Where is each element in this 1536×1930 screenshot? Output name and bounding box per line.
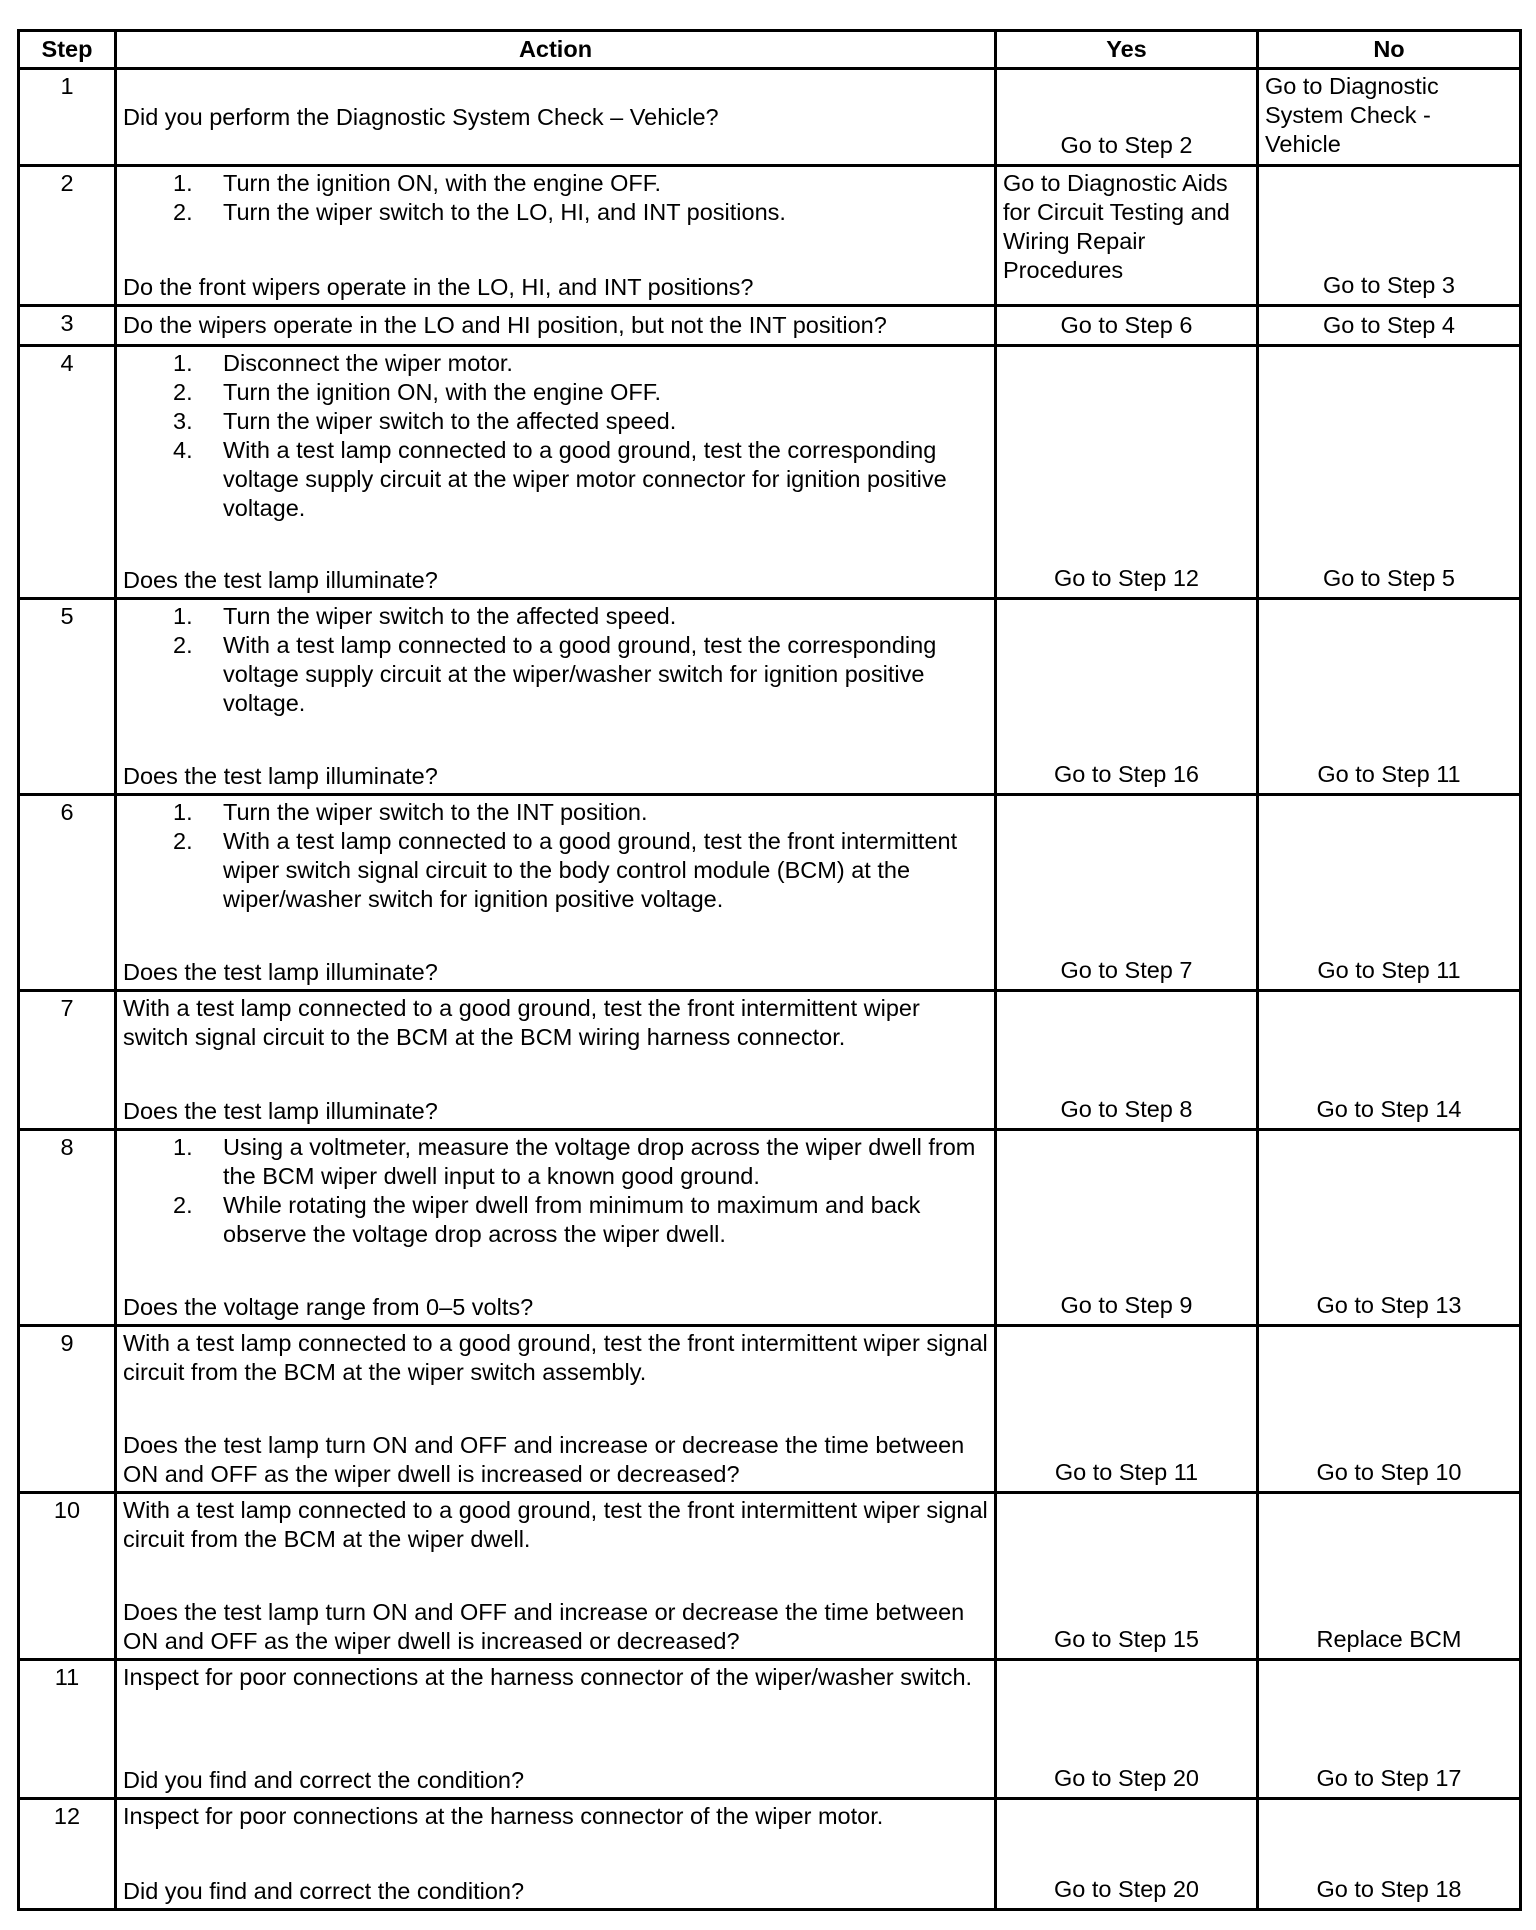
action-question: Do the wipers operate in the LO and HI position, but not the INT position?	[123, 312, 887, 338]
step-number: 9	[19, 1326, 116, 1493]
step-number: 3	[19, 306, 116, 346]
no-cell: Go to Step 5	[1258, 346, 1521, 599]
yes-cell: Go to Step 20	[996, 1660, 1258, 1799]
yes-cell: Go to Diagnostic Aids for Circuit Testing and Wiring Repair Procedures	[996, 166, 1258, 306]
table-row	[19, 346, 1521, 599]
action-cell	[116, 991, 996, 1130]
action-instruction: With a test lamp connected to a good ground, test the front intermittent wiper signal circuit from the BCM at the wiper dwell.	[123, 1497, 988, 1552]
action-question: Does the test lamp illuminate?	[123, 1098, 438, 1124]
action-question: Does the test lamp turn ON and OFF and increase or decrease the time between ON and OFF as the wiper dwell is increased or decreased?	[123, 1432, 965, 1487]
yes-cell: Go to Step 2	[996, 69, 1258, 166]
action-question: Did you find and correct the condition?	[123, 1878, 525, 1904]
action-cell	[116, 599, 996, 795]
action-step-item: Turn the wiper switch to the affected speed.	[223, 408, 677, 434]
header-step: Step	[19, 31, 116, 69]
header-row	[19, 31, 1521, 69]
step-number: 5	[19, 599, 116, 795]
table-row	[19, 1326, 1521, 1493]
no-cell: Go to Step 17	[1258, 1660, 1521, 1799]
yes-cell: Go to Step 9	[996, 1130, 1258, 1326]
table-row	[19, 166, 1521, 306]
action-cell	[116, 1130, 996, 1326]
no-cell: Go to Step 10	[1258, 1326, 1521, 1493]
no-cell: Go to Step 11	[1258, 795, 1521, 991]
action-question: Does the test lamp illuminate?	[123, 763, 438, 789]
action-instruction: With a test lamp connected to a good ground, test the front intermittent wiper switch signal circuit to the BCM at the BCM wiring harness connector.	[123, 995, 920, 1050]
action-step-item: Using a voltmeter, measure the voltage drop across the wiper dwell from the BCM wiper dwell input to a known good ground.	[223, 1134, 976, 1189]
action-instruction: With a test lamp connected to a good ground, test the front intermittent wiper signal circuit from the BCM at the wiper switch assembly.	[123, 1330, 988, 1385]
no-cell: Go to Step 18	[1258, 1799, 1521, 1910]
yes-cell: Go to Step 16	[996, 599, 1258, 795]
table-row	[19, 306, 1521, 346]
action-cell	[116, 346, 996, 599]
table-body	[19, 69, 1521, 1910]
action-instruction: Inspect for poor connections at the harness connector of the wiper motor.	[123, 1803, 884, 1829]
action-step-item: Disconnect the wiper motor.	[223, 350, 513, 376]
step-number: 11	[19, 1660, 116, 1799]
action-cell	[116, 1799, 996, 1910]
diagnostic-table	[17, 29, 1522, 1911]
action-question: Does the test lamp illuminate?	[123, 567, 438, 593]
yes-cell: Go to Step 8	[996, 991, 1258, 1130]
action-step-item: With a test lamp connected to a good ground, test the corresponding voltage supply circuit at the wiper/washer switch for ignition positive voltage.	[223, 632, 937, 716]
action-question: Does the test lamp turn ON and OFF and increase or decrease the time between ON and OFF as the wiper dwell is increased or decreased?	[123, 1599, 965, 1654]
action-step-list	[123, 1133, 988, 1249]
yes-cell: Go to Step 11	[996, 1326, 1258, 1493]
no-cell: Go to Diagnostic System Check - Vehicle	[1258, 69, 1521, 166]
yes-cell: Go to Step 20	[996, 1799, 1258, 1910]
step-number: 8	[19, 1130, 116, 1326]
action-step-item: With a test lamp connected to a good ground, test the corresponding voltage supply circuit at the wiper motor connector for ignition positive voltage.	[223, 437, 947, 521]
table-row	[19, 1493, 1521, 1660]
step-number: 10	[19, 1493, 116, 1660]
action-cell	[116, 166, 996, 306]
action-step-list	[123, 169, 988, 227]
action-cell	[116, 69, 996, 166]
action-step-item: Turn the wiper switch to the affected speed.	[223, 603, 677, 629]
header-no: No	[1258, 31, 1521, 69]
table-row	[19, 795, 1521, 991]
table-row	[19, 599, 1521, 795]
action-question: Did you find and correct the condition?	[123, 1767, 525, 1793]
action-cell	[116, 795, 996, 991]
action-cell	[116, 1493, 996, 1660]
action-question: Does the test lamp illuminate?	[123, 959, 438, 985]
action-step-item: While rotating the wiper dwell from minimum to maximum and back observe the voltage drop across the wiper dwell.	[223, 1192, 921, 1247]
step-number: 6	[19, 795, 116, 991]
action-question: Did you perform the Diagnostic System Check – Vehicle?	[123, 103, 719, 130]
action-step-item: Turn the wiper switch to the LO, HI, and INT positions.	[223, 199, 786, 225]
action-question: Does the voltage range from 0–5 volts?	[123, 1294, 534, 1320]
action-step-list	[123, 798, 988, 914]
action-question: Do the front wipers operate in the LO, HI, and INT positions?	[123, 274, 754, 300]
table-row	[19, 1660, 1521, 1799]
action-step-list	[123, 349, 988, 523]
yes-cell: Go to Step 7	[996, 795, 1258, 991]
table-row	[19, 991, 1521, 1130]
no-cell: Replace BCM	[1258, 1493, 1521, 1660]
yes-cell: Go to Step 15	[996, 1493, 1258, 1660]
yes-cell: Go to Step 12	[996, 346, 1258, 599]
no-cell: Go to Step 13	[1258, 1130, 1521, 1326]
table-row	[19, 69, 1521, 166]
no-cell: Go to Step 14	[1258, 991, 1521, 1130]
no-cell: Go to Step 3	[1258, 166, 1521, 306]
step-number: 7	[19, 991, 116, 1130]
step-number: 12	[19, 1799, 116, 1910]
no-cell: Go to Step 11	[1258, 599, 1521, 795]
action-step-item: Turn the wiper switch to the INT position.	[223, 799, 648, 825]
action-cell	[116, 1660, 996, 1799]
action-cell	[116, 1326, 996, 1493]
table-row	[19, 1799, 1521, 1910]
action-step-item: Turn the ignition ON, with the engine OFF.	[223, 379, 662, 405]
header-action: Action	[116, 31, 996, 69]
action-step-list	[123, 602, 988, 718]
step-number: 2	[19, 166, 116, 306]
action-step-item: Turn the ignition ON, with the engine OFF.	[223, 170, 662, 196]
action-instruction: Inspect for poor connections at the harness connector of the wiper/washer switch.	[123, 1664, 973, 1690]
yes-cell: Go to Step 6	[996, 306, 1258, 346]
action-step-item: With a test lamp connected to a good ground, test the front intermittent wiper switch signal circuit to the body control module (BCM) at the wiper/washer switch for ignition positive voltage.	[223, 828, 958, 912]
header-yes: Yes	[996, 31, 1258, 69]
table-row	[19, 1130, 1521, 1326]
no-cell: Go to Step 4	[1258, 306, 1521, 346]
step-number: 1	[19, 69, 116, 166]
step-number: 4	[19, 346, 116, 599]
action-cell	[116, 306, 996, 346]
